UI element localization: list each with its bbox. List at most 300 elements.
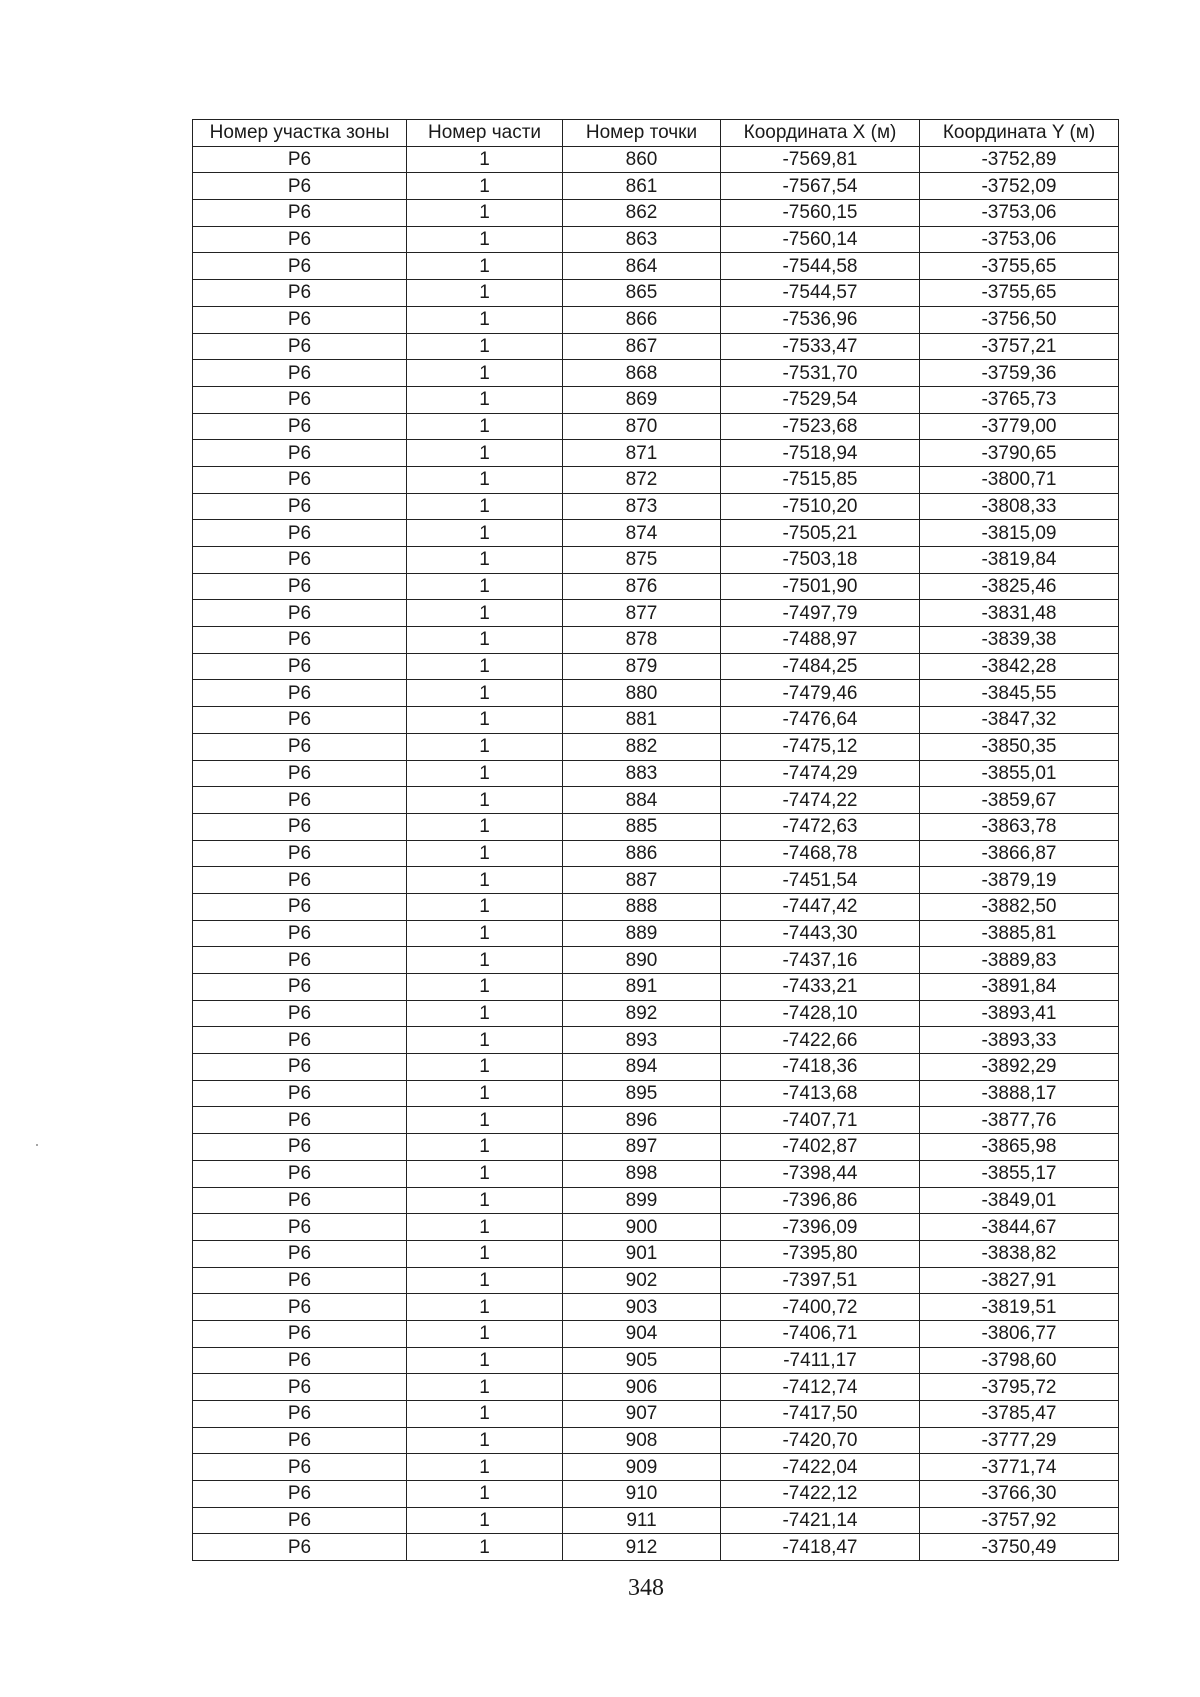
cell-point-number: 860 [563, 146, 721, 173]
cell-coord-x: -7413,68 [721, 1080, 920, 1107]
table-row [193, 1240, 1119, 1267]
cell-coord-x: -7544,58 [721, 253, 920, 280]
table-row [193, 520, 1119, 547]
cell-coord-y: -3842,28 [920, 653, 1119, 680]
cell-coord-x: -7529,54 [721, 386, 920, 413]
cell-zone-plot: Р6 [193, 573, 407, 600]
table-row [193, 760, 1119, 787]
cell-coord-y: -3756,50 [920, 306, 1119, 333]
cell-coord-x: -7396,09 [721, 1214, 920, 1241]
cell-part-number: 1 [407, 707, 563, 734]
cell-zone-plot: Р6 [193, 520, 407, 547]
cell-coord-x: -7503,18 [721, 547, 920, 574]
cell-zone-plot: Р6 [193, 1427, 407, 1454]
cell-zone-plot: Р6 [193, 813, 407, 840]
cell-zone-plot: Р6 [193, 733, 407, 760]
table-row [193, 280, 1119, 307]
cell-coord-y: -3800,71 [920, 466, 1119, 493]
cell-part-number: 1 [407, 1374, 563, 1401]
cell-point-number: 910 [563, 1481, 721, 1508]
cell-point-number: 889 [563, 920, 721, 947]
table-row [193, 1294, 1119, 1321]
cell-point-number: 861 [563, 173, 721, 200]
cell-part-number: 1 [407, 466, 563, 493]
cell-part-number: 1 [407, 760, 563, 787]
cell-coord-x: -7569,81 [721, 146, 920, 173]
cell-point-number: 896 [563, 1107, 721, 1134]
cell-part-number: 1 [407, 1214, 563, 1241]
cell-part-number: 1 [407, 627, 563, 654]
cell-point-number: 903 [563, 1294, 721, 1321]
cell-part-number: 1 [407, 386, 563, 413]
cell-point-number: 882 [563, 733, 721, 760]
cell-part-number: 1 [407, 1347, 563, 1374]
cell-zone-plot: Р6 [193, 1080, 407, 1107]
cell-part-number: 1 [407, 680, 563, 707]
cell-coord-y: -3891,84 [920, 974, 1119, 1001]
table-row [193, 1214, 1119, 1241]
table-row [193, 386, 1119, 413]
cell-zone-plot: Р6 [193, 333, 407, 360]
cell-point-number: 906 [563, 1374, 721, 1401]
cell-zone-plot: Р6 [193, 1214, 407, 1241]
cell-coord-x: -7560,15 [721, 200, 920, 227]
cell-zone-plot: Р6 [193, 1320, 407, 1347]
table-row [193, 1347, 1119, 1374]
cell-coord-x: -7421,14 [721, 1507, 920, 1534]
cell-coord-y: -3866,87 [920, 840, 1119, 867]
cell-zone-plot: Р6 [193, 707, 407, 734]
cell-zone-plot: Р6 [193, 1454, 407, 1481]
cell-point-number: 874 [563, 520, 721, 547]
cell-coord-y: -3863,78 [920, 813, 1119, 840]
table-row [193, 466, 1119, 493]
cell-point-number: 875 [563, 547, 721, 574]
cell-part-number: 1 [407, 653, 563, 680]
cell-coord-x: -7417,50 [721, 1401, 920, 1428]
cell-point-number: 892 [563, 1000, 721, 1027]
table-row [193, 920, 1119, 947]
cell-zone-plot: Р6 [193, 1534, 407, 1561]
cell-part-number: 1 [407, 1000, 563, 1027]
cell-coord-x: -7474,29 [721, 760, 920, 787]
cell-coord-y: -3815,09 [920, 520, 1119, 547]
cell-coord-x: -7418,36 [721, 1054, 920, 1081]
cell-coord-y: -3755,65 [920, 280, 1119, 307]
cell-point-number: 879 [563, 653, 721, 680]
cell-zone-plot: Р6 [193, 386, 407, 413]
cell-point-number: 865 [563, 280, 721, 307]
cell-coord-y: -3819,84 [920, 547, 1119, 574]
cell-zone-plot: Р6 [193, 253, 407, 280]
coordinates-table [192, 119, 1119, 1561]
table-body [193, 146, 1119, 1560]
cell-part-number: 1 [407, 280, 563, 307]
table-row [193, 333, 1119, 360]
cell-point-number: 862 [563, 200, 721, 227]
cell-coord-y: -3849,01 [920, 1187, 1119, 1214]
cell-zone-plot: Р6 [193, 680, 407, 707]
cell-point-number: 908 [563, 1427, 721, 1454]
cell-coord-y: -3750,49 [920, 1534, 1119, 1561]
cell-point-number: 888 [563, 893, 721, 920]
cell-coord-x: -7422,66 [721, 1027, 920, 1054]
cell-coord-y: -3838,82 [920, 1240, 1119, 1267]
cell-zone-plot: Р6 [193, 893, 407, 920]
cell-coord-x: -7484,25 [721, 653, 920, 680]
table-row [193, 1320, 1119, 1347]
table-row [193, 573, 1119, 600]
cell-zone-plot: Р6 [193, 1054, 407, 1081]
cell-point-number: 893 [563, 1027, 721, 1054]
cell-zone-plot: Р6 [193, 1027, 407, 1054]
cell-zone-plot: Р6 [193, 1374, 407, 1401]
cell-coord-y: -3779,00 [920, 413, 1119, 440]
cell-zone-plot: Р6 [193, 1294, 407, 1321]
scan-speck [36, 1144, 38, 1146]
page-number: 348 [628, 1575, 664, 1601]
cell-coord-y: -3879,19 [920, 867, 1119, 894]
cell-point-number: 891 [563, 974, 721, 1001]
cell-coord-y: -3855,01 [920, 760, 1119, 787]
cell-point-number: 867 [563, 333, 721, 360]
cell-part-number: 1 [407, 1401, 563, 1428]
cell-point-number: 872 [563, 466, 721, 493]
cell-point-number: 866 [563, 306, 721, 333]
table-header [193, 120, 1119, 147]
cell-coord-x: -7443,30 [721, 920, 920, 947]
cell-part-number: 1 [407, 200, 563, 227]
cell-coord-y: -3885,81 [920, 920, 1119, 947]
cell-zone-plot: Р6 [193, 146, 407, 173]
cell-part-number: 1 [407, 360, 563, 387]
table-row [193, 1107, 1119, 1134]
table-row [193, 1427, 1119, 1454]
cell-coord-y: -3888,17 [920, 1080, 1119, 1107]
table-row [193, 200, 1119, 227]
cell-part-number: 1 [407, 1481, 563, 1508]
cell-coord-y: -3825,46 [920, 573, 1119, 600]
header-zone-plot: Номер участка зоны [193, 120, 407, 147]
cell-part-number: 1 [407, 1027, 563, 1054]
cell-part-number: 1 [407, 253, 563, 280]
cell-coord-y: -3765,73 [920, 386, 1119, 413]
header-point-number: Номер точки [563, 120, 721, 147]
cell-zone-plot: Р6 [193, 1187, 407, 1214]
cell-coord-x: -7488,97 [721, 627, 920, 654]
cell-coord-x: -7433,21 [721, 974, 920, 1001]
cell-zone-plot: Р6 [193, 974, 407, 1001]
cell-coord-x: -7411,17 [721, 1347, 920, 1374]
table-row [193, 1187, 1119, 1214]
cell-point-number: 878 [563, 627, 721, 654]
cell-zone-plot: Р6 [193, 787, 407, 814]
table-row [193, 867, 1119, 894]
cell-part-number: 1 [407, 733, 563, 760]
cell-coord-x: -7400,72 [721, 1294, 920, 1321]
cell-part-number: 1 [407, 920, 563, 947]
cell-coord-y: -3752,09 [920, 173, 1119, 200]
cell-part-number: 1 [407, 1080, 563, 1107]
cell-part-number: 1 [407, 947, 563, 974]
cell-part-number: 1 [407, 1454, 563, 1481]
cell-zone-plot: Р6 [193, 1107, 407, 1134]
cell-coord-y: -3850,35 [920, 733, 1119, 760]
cell-coord-x: -7475,12 [721, 733, 920, 760]
table-row [193, 1054, 1119, 1081]
cell-part-number: 1 [407, 867, 563, 894]
cell-point-number: 870 [563, 413, 721, 440]
cell-coord-y: -3893,33 [920, 1027, 1119, 1054]
cell-zone-plot: Р6 [193, 226, 407, 253]
table-row [193, 1134, 1119, 1161]
cell-part-number: 1 [407, 1427, 563, 1454]
cell-coord-y: -3859,67 [920, 787, 1119, 814]
cell-coord-x: -7428,10 [721, 1000, 920, 1027]
cell-part-number: 1 [407, 1134, 563, 1161]
table-row [193, 306, 1119, 333]
cell-zone-plot: Р6 [193, 1507, 407, 1534]
cell-coord-x: -7544,57 [721, 280, 920, 307]
cell-point-number: 886 [563, 840, 721, 867]
table-row [193, 1481, 1119, 1508]
cell-part-number: 1 [407, 440, 563, 467]
cell-part-number: 1 [407, 1187, 563, 1214]
cell-coord-x: -7395,80 [721, 1240, 920, 1267]
table-row [193, 1160, 1119, 1187]
cell-part-number: 1 [407, 173, 563, 200]
cell-zone-plot: Р6 [193, 173, 407, 200]
cell-coord-y: -3806,77 [920, 1320, 1119, 1347]
table-row [193, 893, 1119, 920]
table-row [193, 1507, 1119, 1534]
table-row [193, 173, 1119, 200]
header-coord-y: Координата Y (м) [920, 120, 1119, 147]
cell-coord-y: -3882,50 [920, 893, 1119, 920]
cell-point-number: 904 [563, 1320, 721, 1347]
cell-part-number: 1 [407, 1107, 563, 1134]
cell-coord-x: -7418,47 [721, 1534, 920, 1561]
cell-part-number: 1 [407, 573, 563, 600]
cell-zone-plot: Р6 [193, 360, 407, 387]
cell-coord-y: -3855,17 [920, 1160, 1119, 1187]
cell-zone-plot: Р6 [193, 867, 407, 894]
cell-coord-x: -7505,21 [721, 520, 920, 547]
cell-zone-plot: Р6 [193, 1160, 407, 1187]
cell-point-number: 907 [563, 1401, 721, 1428]
cell-zone-plot: Р6 [193, 413, 407, 440]
table-row [193, 1267, 1119, 1294]
cell-point-number: 868 [563, 360, 721, 387]
cell-point-number: 887 [563, 867, 721, 894]
table-row [193, 413, 1119, 440]
cell-part-number: 1 [407, 787, 563, 814]
cell-zone-plot: Р6 [193, 280, 407, 307]
cell-zone-plot: Р6 [193, 600, 407, 627]
cell-coord-y: -3790,65 [920, 440, 1119, 467]
cell-point-number: 909 [563, 1454, 721, 1481]
table-row [193, 1374, 1119, 1401]
table-row [193, 1027, 1119, 1054]
cell-coord-y: -3798,60 [920, 1347, 1119, 1374]
cell-part-number: 1 [407, 893, 563, 920]
cell-point-number: 899 [563, 1187, 721, 1214]
cell-coord-x: -7472,63 [721, 813, 920, 840]
cell-point-number: 911 [563, 1507, 721, 1534]
cell-point-number: 895 [563, 1080, 721, 1107]
table-row [193, 1080, 1119, 1107]
table-row [193, 1454, 1119, 1481]
table-row [193, 627, 1119, 654]
cell-coord-x: -7501,90 [721, 573, 920, 600]
cell-zone-plot: Р6 [193, 200, 407, 227]
cell-coord-y: -3877,76 [920, 1107, 1119, 1134]
cell-part-number: 1 [407, 1160, 563, 1187]
cell-part-number: 1 [407, 1507, 563, 1534]
cell-coord-y: -3844,67 [920, 1214, 1119, 1241]
cell-point-number: 883 [563, 760, 721, 787]
cell-zone-plot: Р6 [193, 440, 407, 467]
cell-coord-x: -7531,70 [721, 360, 920, 387]
table-row [193, 440, 1119, 467]
cell-coord-y: -3753,06 [920, 226, 1119, 253]
cell-zone-plot: Р6 [193, 1134, 407, 1161]
cell-part-number: 1 [407, 974, 563, 1001]
table-row [193, 600, 1119, 627]
cell-zone-plot: Р6 [193, 547, 407, 574]
cell-part-number: 1 [407, 1294, 563, 1321]
cell-part-number: 1 [407, 547, 563, 574]
cell-coord-x: -7468,78 [721, 840, 920, 867]
table-row [193, 974, 1119, 1001]
cell-coord-x: -7518,94 [721, 440, 920, 467]
cell-coord-x: -7398,44 [721, 1160, 920, 1187]
cell-point-number: 900 [563, 1214, 721, 1241]
cell-coord-y: -3827,91 [920, 1267, 1119, 1294]
cell-point-number: 880 [563, 680, 721, 707]
cell-coord-y: -3839,38 [920, 627, 1119, 654]
cell-coord-x: -7533,47 [721, 333, 920, 360]
cell-point-number: 905 [563, 1347, 721, 1374]
header-part-number: Номер части [407, 120, 563, 147]
cell-coord-y: -3865,98 [920, 1134, 1119, 1161]
cell-part-number: 1 [407, 306, 563, 333]
table-row [193, 787, 1119, 814]
table-row [193, 360, 1119, 387]
cell-coord-y: -3819,51 [920, 1294, 1119, 1321]
cell-point-number: 901 [563, 1240, 721, 1267]
cell-point-number: 897 [563, 1134, 721, 1161]
cell-zone-plot: Р6 [193, 653, 407, 680]
cell-part-number: 1 [407, 493, 563, 520]
cell-point-number: 884 [563, 787, 721, 814]
cell-coord-x: -7479,46 [721, 680, 920, 707]
cell-part-number: 1 [407, 1240, 563, 1267]
table-row [193, 680, 1119, 707]
cell-part-number: 1 [407, 1320, 563, 1347]
cell-zone-plot: Р6 [193, 1481, 407, 1508]
cell-coord-y: -3831,48 [920, 600, 1119, 627]
cell-coord-x: -7402,87 [721, 1134, 920, 1161]
cell-coord-y: -3766,30 [920, 1481, 1119, 1508]
cell-coord-x: -7447,42 [721, 893, 920, 920]
table-row [193, 146, 1119, 173]
cell-zone-plot: Р6 [193, 1401, 407, 1428]
cell-coord-x: -7497,79 [721, 600, 920, 627]
cell-coord-y: -3771,74 [920, 1454, 1119, 1481]
cell-point-number: 912 [563, 1534, 721, 1561]
header-coord-x: Координата X (м) [721, 120, 920, 147]
cell-coord-x: -7406,71 [721, 1320, 920, 1347]
cell-point-number: 877 [563, 600, 721, 627]
table-row [193, 653, 1119, 680]
cell-part-number: 1 [407, 413, 563, 440]
cell-zone-plot: Р6 [193, 627, 407, 654]
cell-part-number: 1 [407, 1054, 563, 1081]
cell-coord-y: -3777,29 [920, 1427, 1119, 1454]
cell-zone-plot: Р6 [193, 1267, 407, 1294]
table-row [193, 1534, 1119, 1561]
cell-zone-plot: Р6 [193, 1000, 407, 1027]
cell-point-number: 873 [563, 493, 721, 520]
cell-coord-y: -3752,89 [920, 146, 1119, 173]
cell-point-number: 885 [563, 813, 721, 840]
cell-point-number: 881 [563, 707, 721, 734]
cell-coord-x: -7476,64 [721, 707, 920, 734]
cell-point-number: 902 [563, 1267, 721, 1294]
cell-point-number: 890 [563, 947, 721, 974]
cell-zone-plot: Р6 [193, 1347, 407, 1374]
cell-coord-x: -7510,20 [721, 493, 920, 520]
cell-point-number: 898 [563, 1160, 721, 1187]
cell-coord-y: -3785,47 [920, 1401, 1119, 1428]
table-row [193, 840, 1119, 867]
cell-coord-x: -7437,16 [721, 947, 920, 974]
cell-coord-x: -7536,96 [721, 306, 920, 333]
cell-part-number: 1 [407, 333, 563, 360]
table-row [193, 253, 1119, 280]
cell-coord-x: -7422,12 [721, 1481, 920, 1508]
table-row [193, 733, 1119, 760]
table-row [193, 1000, 1119, 1027]
table-row [193, 1401, 1119, 1428]
cell-coord-x: -7420,70 [721, 1427, 920, 1454]
cell-zone-plot: Р6 [193, 493, 407, 520]
cell-coord-y: -3845,55 [920, 680, 1119, 707]
cell-part-number: 1 [407, 146, 563, 173]
cell-coord-y: -3847,32 [920, 707, 1119, 734]
cell-coord-x: -7451,54 [721, 867, 920, 894]
cell-coord-y: -3795,72 [920, 1374, 1119, 1401]
cell-point-number: 894 [563, 1054, 721, 1081]
cell-zone-plot: Р6 [193, 947, 407, 974]
cell-coord-x: -7523,68 [721, 413, 920, 440]
cell-zone-plot: Р6 [193, 760, 407, 787]
cell-zone-plot: Р6 [193, 840, 407, 867]
table-row [193, 547, 1119, 574]
cell-point-number: 876 [563, 573, 721, 600]
cell-coord-x: -7515,85 [721, 466, 920, 493]
table-row [193, 813, 1119, 840]
cell-coord-x: -7412,74 [721, 1374, 920, 1401]
table-row [193, 707, 1119, 734]
table-row [193, 493, 1119, 520]
cell-coord-y: -3757,21 [920, 333, 1119, 360]
cell-coord-x: -7407,71 [721, 1107, 920, 1134]
table-row [193, 226, 1119, 253]
cell-part-number: 1 [407, 520, 563, 547]
cell-point-number: 869 [563, 386, 721, 413]
